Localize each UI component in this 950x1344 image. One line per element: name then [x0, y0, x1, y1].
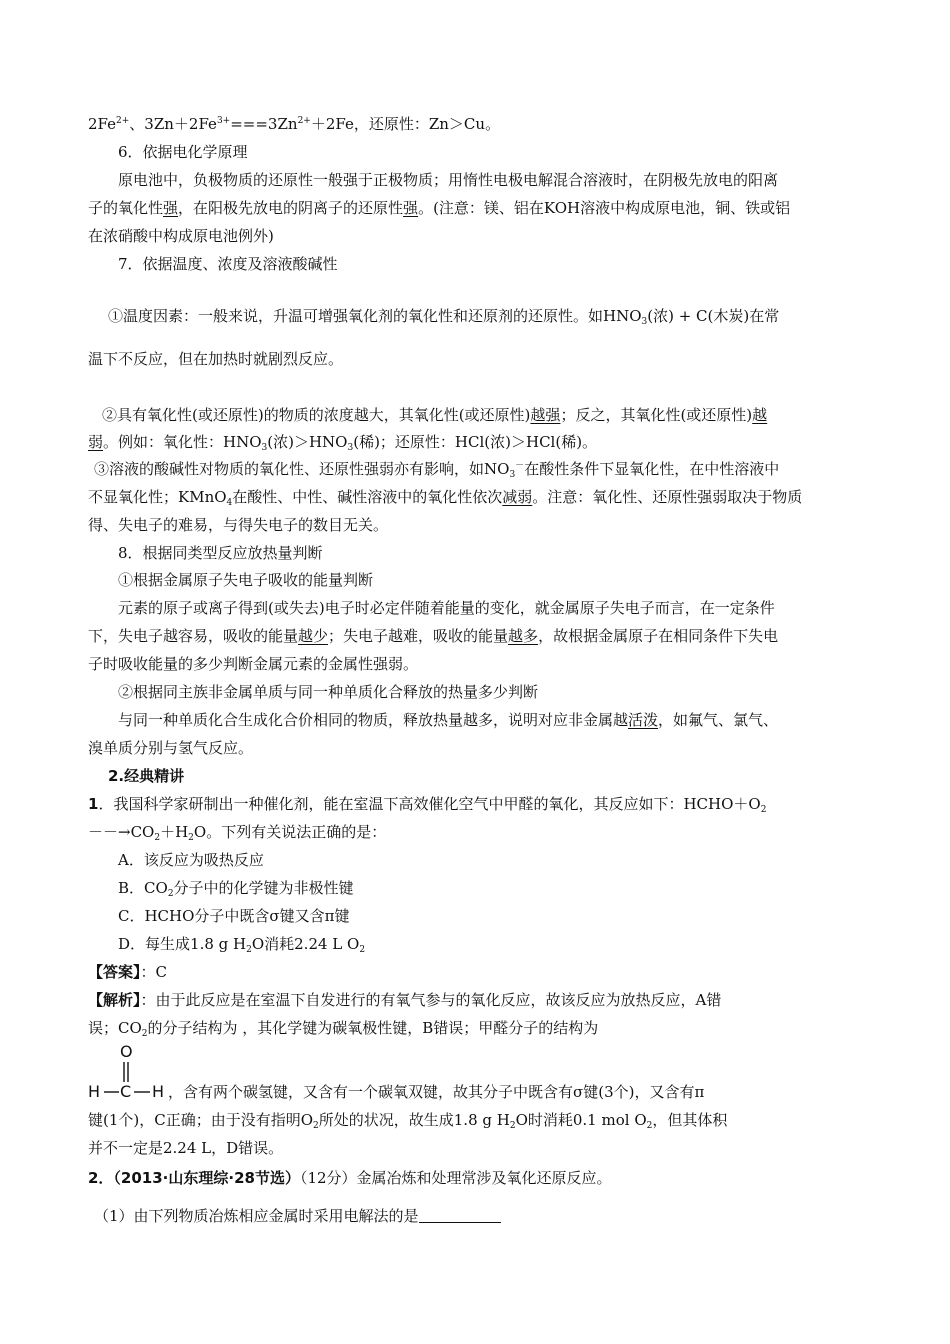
underlined-text: 越强	[530, 406, 561, 424]
carbon-atom: C	[120, 1082, 132, 1101]
subscript: 2	[359, 945, 366, 955]
analysis-line-5: 并不一定是2.24 L，D错误。	[88, 1139, 284, 1157]
subscript: 2	[760, 805, 767, 815]
text-span: ①温度因素：一般来说，升温可增强氧化剂的氧化性和还原剂的还原性。如HNO	[108, 307, 642, 325]
text-span: (浓) + C(木炭)在常	[647, 307, 780, 325]
text-span: ；反之，其氧化性(或还原性)	[560, 406, 753, 424]
text-span: ，但其体积	[652, 1111, 728, 1129]
text-span: ．我国科学家研制出一种催化剂，能在室温下高效催化空气中甲醛的氧化，其反应如下：HCHO＋O	[98, 795, 761, 813]
paragraph-8-1-line-1: 元素的原子或离子得到(或失去)电子时必定伴随着能量的变化，就金属原子失电子而言，在一定条件	[118, 599, 775, 617]
text-span: 。注意：氧化性、还原性强弱取决于物质	[532, 488, 803, 506]
subscript: 3	[261, 443, 268, 453]
text-span: O时消耗0.1 mol O	[515, 1111, 647, 1129]
text-span: O消耗2.24 L O	[251, 935, 360, 953]
text-span: 误；CO	[88, 1019, 142, 1037]
question-1-line-2	[88, 822, 386, 842]
underlined-text: 强	[403, 199, 419, 217]
option-a: A．该反应为吸热反应	[118, 851, 264, 869]
subscript: 3	[347, 443, 354, 453]
text-span: 键(1个)，C正确；由于没有指明O	[88, 1111, 314, 1129]
superscript: 2+	[116, 116, 130, 126]
paragraph-8-2-line-2: 溴单质分别与氢气反应。	[88, 739, 254, 757]
paragraph-8-1-line-3: 子时吸收能量的多少判断金属元素的金属性强弱。	[88, 655, 419, 673]
text-span: （12分）金属冶炼和处理常涉及氧化还原反应。	[299, 1169, 612, 1187]
subscript: 4	[226, 498, 233, 508]
text-span: 与同一种单质化合生成化合价相同的物质，释放热量越多，说明对应非金属越	[118, 711, 629, 729]
section-title: 2.经典精讲	[108, 767, 185, 785]
hydrogen-atom-right: H	[152, 1082, 165, 1101]
text-span: 、3Zn＋2Fe	[129, 115, 217, 133]
text-span: D．每生成1.8 g H	[118, 935, 247, 953]
analysis-line-4	[88, 1110, 727, 1130]
text-span: ，在阳极先放电的阴离子的还原性	[178, 199, 404, 217]
text-span: B．CO	[118, 879, 168, 897]
paragraph-7-1-line-2: 温下不反应，但在加热时就剧烈反应。	[88, 350, 344, 368]
text-span: (稀)；还原性：HCl(浓)＞HCl(稀)。	[353, 433, 598, 451]
text-span: 。(注意：镁、铝在KOH溶液中构成原电池，铜、铁或铝	[418, 199, 791, 217]
paragraph-6-line-1: 原电池中，负极物质的还原性一般强于正极物质；用惰性电极电解混合溶液时，在阴极先放电的阳离	[118, 171, 779, 189]
subscript: 2	[646, 1121, 653, 1131]
answer-value: ：C	[140, 963, 167, 981]
text-span: (浓)＞HNO	[267, 433, 348, 451]
underlined-text: 越多	[508, 627, 539, 645]
text-span: ＋2Fe，还原性：Zn＞Cu。	[310, 115, 501, 133]
question-number: 1	[88, 795, 99, 813]
underlined-text: 强	[163, 199, 179, 217]
subscript: 2	[154, 833, 161, 843]
question-2-sub-1	[94, 1206, 501, 1226]
text-span: ：由于此反应是在室温下自发进行的有氧气参与的氧化反应，故该反应为放热反应，A错	[140, 991, 722, 1009]
heading-8-1: ①根据金属原子失电子吸收的能量判断	[118, 571, 374, 589]
heading-8-2: ②根据同主族非金属单质与同一种单质化合释放的热量多少判断	[118, 683, 539, 701]
text-span: 所处的状况，故生成1.8 g H	[318, 1111, 510, 1129]
paragraph-8-1-line-2	[88, 626, 778, 646]
subscript: 3	[641, 317, 648, 327]
text-span: O。下列有关说法正确的是：	[193, 823, 387, 841]
option-c: C．HCHO分子中既含σ键又含π键	[118, 907, 350, 925]
paragraph-7-3-line-3: 得、失电子的难易，与得失电子的数目无关。	[88, 516, 389, 534]
answer-label: 【答案】	[88, 963, 141, 981]
underlined-text: 弱	[88, 433, 104, 451]
text-span: 在酸性条件下显氧化性，在中性溶液中	[524, 460, 780, 478]
line-reducing-example	[88, 114, 500, 134]
oxygen-atom: O	[120, 1042, 133, 1061]
text-span: 2Fe	[88, 115, 117, 133]
text-span: ，如氟气、氯气、	[658, 711, 779, 729]
question-2-line-1	[88, 1168, 612, 1188]
subscript: 2	[509, 1121, 516, 1131]
paragraph-7-3-line-1	[94, 459, 779, 479]
analysis-line-2	[88, 1018, 598, 1038]
question-1-line-1	[88, 794, 766, 814]
paragraph-6-line-2	[88, 198, 790, 218]
hydrogen-atom-left: H	[88, 1082, 101, 1101]
text-span: ；失电子越难，吸收的能量	[328, 627, 509, 645]
text-span: 的分子结构为 ，其化学键为碳氧极性键，B错误；甲醛分子的结构为	[147, 1019, 599, 1037]
answer-line	[88, 962, 167, 982]
superscript: 3+	[216, 116, 231, 126]
text-span: ③溶液的酸碱性对物质的氧化性、还原性强弱亦有影响，如NO	[94, 460, 510, 478]
underlined-text: 活泼	[628, 711, 659, 729]
heading-7: 7．依据温度、浓度及溶液酸碱性	[118, 255, 338, 273]
analysis-label: 【解析】	[88, 991, 141, 1009]
subscript: 2	[188, 833, 194, 843]
text-span: ，故根据金属原子在相同条件下失电	[538, 627, 779, 645]
subscript: 2	[167, 889, 174, 899]
underlined-text: 减弱	[502, 488, 533, 506]
analysis-line-3: ，含有两个碳氢键，又含有一个碳氧双键，故其分子中既含有σ键(3个)，又含有π	[168, 1083, 705, 1101]
underlined-text: 越少	[298, 627, 329, 645]
paragraph-6-line-3: 在浓硝酸中构成原电池例外)	[88, 227, 274, 245]
subscript: 3	[509, 470, 516, 480]
subscript: 2	[141, 1029, 148, 1039]
superscript: －	[515, 461, 525, 471]
option-d	[118, 934, 365, 954]
answer-blank[interactable]	[419, 1208, 501, 1223]
text-span: ＋H	[160, 823, 189, 841]
text-span: 不显氧化性；KMnO	[88, 488, 227, 506]
subscript: 2	[313, 1121, 319, 1131]
text-span: －－→CO	[88, 823, 155, 841]
text-span: 分子中的化学键为非极性键	[173, 879, 354, 897]
question-2-source: 2．（2013·山东理综·28节选）	[88, 1169, 300, 1187]
superscript: 2+	[297, 116, 311, 126]
text-span: ②具有氧化性(或还原性)的物质的浓度越大，其氧化性(或还原性)	[102, 406, 531, 424]
option-b	[118, 878, 354, 898]
paragraph-7-3-line-2	[88, 487, 802, 507]
text-span: 在酸性、中性、碱性溶液中的氧化性依次	[232, 488, 503, 506]
heading-8: 8．根据同类型反应放热量判断	[118, 544, 323, 562]
text-span: （1）由下列物质冶炼相应金属时采用电解法的是	[94, 1207, 419, 1225]
paragraph-7-1-line-1	[108, 306, 779, 326]
paragraph-8-2-line-1	[118, 710, 778, 730]
heading-6: 6．依据电化学原理	[118, 143, 248, 161]
paragraph-7-2-line-1	[102, 405, 767, 425]
text-span: 子的氧化性	[88, 199, 164, 217]
analysis-line-1	[88, 990, 721, 1010]
subscript: 2	[246, 945, 252, 955]
underlined-text: 越	[752, 406, 768, 424]
text-span: 。例如：氧化性：HNO	[103, 433, 262, 451]
text-span: ===3Zn	[230, 115, 298, 133]
text-span: 下，失电子越容易，吸收的能量	[88, 627, 299, 645]
paragraph-7-2-line-2	[88, 432, 597, 452]
